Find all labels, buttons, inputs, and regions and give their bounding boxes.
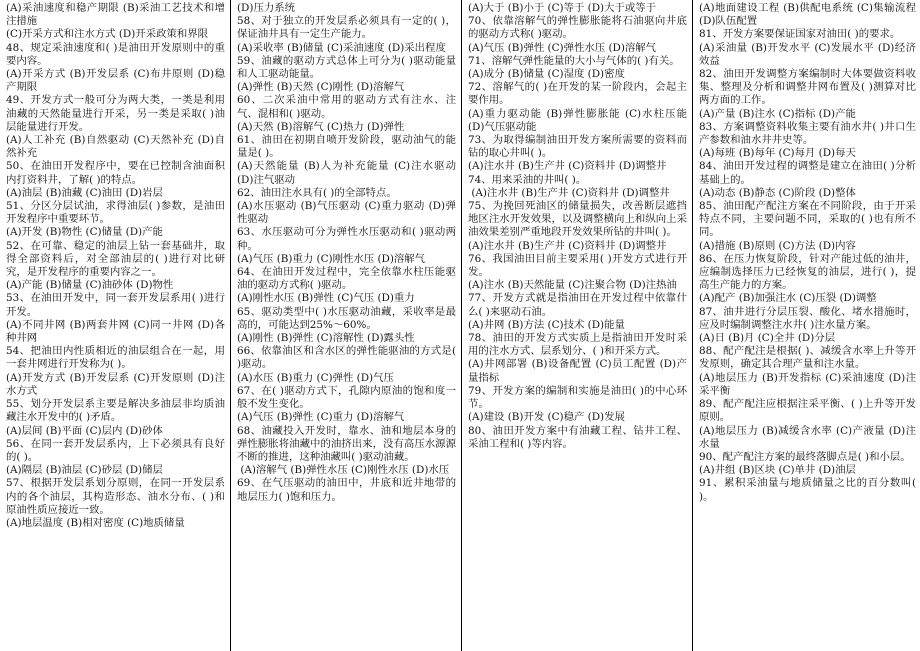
question-text-line: (C)开采方式和注水方式 (D)开采政策和界限 [6, 28, 209, 41]
question-text-line: (A)每班 (B)每年 (C)每月 (D)每天 [699, 147, 856, 160]
question-text-line: (A)井组 (B)区块 (C)单井 (D)油层 [699, 464, 856, 477]
question-text-line: (A)注水井 (B)生产井 (C)资料井 (D)调整井 [468, 186, 670, 199]
question-text-line: (A)层间 (B)平面 (C)层内 (D)砂体 [6, 424, 163, 437]
question-text-line: 75、为挽回死油区的储量损失，改善断层遮挡地区注水开发效果，以及调整横向上和纵向上采油效果差别严重地段开发效果所钻的井叫( )。 [468, 200, 687, 239]
question-text-line: 72、溶解气的( )在开发的某一阶段内，会起主要作用。 [468, 81, 687, 107]
question-text-line: 73、为取得编制油田开发方案所需要的资料而钻的取心井叫( )。 [468, 134, 687, 160]
question-text-line: (A)气压 (B)弹性 (C)重力 (D)溶解气 [237, 411, 405, 424]
question-text-line: (A)开发 (B)物性 (C)储量 (D)产能 [6, 226, 163, 239]
question-text-line: 77、开发方式就是指油田在开发过程中依靠什么( )来驱动石油。 [468, 292, 687, 318]
question-text-line: (A)地层压力 (B)减缓含水率 (C)产液量 (D)注水量 [699, 424, 916, 450]
question-text-line: 63、水压驱动可分为弹性水压驱动和( )驱动两种。 [237, 226, 456, 252]
question-text-line: 84、油田开发过程的调整是建立在油田( )分析基础上的。 [699, 160, 916, 186]
question-text-line: (A)天然 (B)溶解气 (C)热力 (D)弹性 [237, 120, 405, 133]
question-text-line: (A)地层压力 (B)开发指标 (C)采油速度 (D)注采平衡 [699, 371, 916, 397]
question-text-line: (A)刚性水压 (B)弹性 (C)气压 (D)重力 [237, 292, 415, 305]
question-text-line: 67、在( )驱动方式下，孔隙内原油的饱和度一般不发生变化。 [237, 384, 456, 411]
question-text-line: 86、在压力恢复阶段，针对产能过低的油井，应编制选择压力已经恢复的油层，进行( )，提高生产能力的方案。 [699, 252, 916, 292]
question-text-line: (A)大于 (B)小于 (C)等于 (D)大于或等于 [468, 2, 657, 14]
question-text-line: 62、油田注水具有( )的全部特点。 [237, 186, 397, 199]
question-text-line: 90、配产配注方案的最终落脚点是( )和小层。 [699, 450, 911, 463]
question-text-line: 59、油藏的驱动方式总体上可分为( )驱动能量和人工驱动能量。 [237, 54, 456, 81]
question-text-line: 71、溶解气弹性能量的大小与气体的( )有关。 [468, 54, 680, 67]
question-text-line: 66、依靠油区和含水区的弹性能驱油的方式是( )驱动。 [237, 345, 460, 371]
question-text-line: 83、方案调整资料收集主要有油水井( )井口生产参数和油水井井史等。 [699, 120, 916, 147]
question-text-line: (A)日 (B)月 (C)全井 (D)分层 [699, 332, 836, 345]
column-2 [231, 0, 460, 651]
question-text-line: (A)开发方式 (B)开发层系 (C)开发原则 (D)注水方式 [6, 371, 225, 397]
question-text-line: (A)井网 (B)方法 (C)技术 (D)能量 [468, 318, 625, 331]
question-text-line: 85、油田配产配注方案在不同阶段，由于开采特点不同，主要问题不同，采取的( )也有所不同。 [699, 200, 916, 239]
column-1 [0, 0, 229, 651]
question-text-line: (A)措施 (B)原则 (C)方法 (D)内容 [699, 239, 856, 252]
question-text-line: 88、配产配注是根据( )、减缓含水率上升等开发原则，确定其合理产量和注水量。 [699, 345, 916, 371]
question-text-line: (A)不同井网 (B)两套井网 (C)同一井网 (D)各种井网 [6, 318, 225, 345]
question-text-line: (A)地层温度 (B)相对密度 (C)地质储量 [6, 516, 185, 529]
question-text-line: (A)天然能量 (B)人为补充能量 (C)注水驱动 (D)注气驱动 [237, 160, 460, 186]
question-text-line: (A)采收率 (B)储量 (C)采油速度 (D)采出程度 [237, 41, 446, 54]
question-text-line: 70、依靠溶解气的弹性膨胀能将石油驱向井底的驱动方式称( )驱动。 [468, 15, 687, 41]
column-4 [693, 0, 920, 651]
question-text-line: 91、累积采油量与地质储量之比的百分数叫( )。 [699, 477, 920, 503]
question-text-line: 58、对于独立的开发层系必须具有一定的( )，保证油井具有一定生产能力。 [237, 15, 456, 41]
question-text-line: 76、我国油田目前主要采用( )开发方式进行开发。 [468, 252, 687, 279]
column-3 [462, 0, 691, 651]
question-text-line: (A)人工补充 (B)自然驱动 (C)天然补充 (D)自然补充 [6, 134, 225, 160]
question-text-line: 65、驱动类型中( )水压驱动油藏，采收率是最高的，可能达到25%～60%。 [237, 305, 456, 331]
question-text-line: (A)隔层 (B)油层 (C)砂层 (D)储层 [6, 464, 163, 477]
question-text-line: 81、开发方案要保证国家对油田( )的要求。 [699, 28, 901, 41]
question-text-line: (A)刚性 (B)弹性 (C)溶解性 (D)露头性 [237, 332, 415, 345]
question-text-line: 53、在油田开发中，同一套开发层系用( )进行开发。 [6, 292, 225, 318]
question-text-line: (A)配产 (B)加强注水 (C)压裂 (D)调整 [699, 292, 877, 305]
question-text-line: (A)溶解气 (B)弹性水压 (C)刚性水压 (D)水压 [237, 464, 450, 477]
question-text-line: (D)压力系统 [237, 2, 296, 14]
question-text-line: (A)建设 (B)开发 (C)稳产 (D)发展 [468, 411, 625, 424]
question-text-line: 68、油藏投入开发时，靠水、油和地层本身的弹性膨胀将油藏中的油挤出来，没有高压水源源不断的推进，这种油藏叫( )驱动油藏。 [237, 424, 456, 463]
question-text-line: (A)采油速度和稳产期限 (B)采油工艺技术和增注措施 [6, 2, 225, 28]
question-text-line: (A)注水井 (B)生产井 (C)资料井 (D)调整井 [468, 160, 667, 173]
question-text-line: 87、油井进行分层压裂、酸化、堵水措施时，应及时编制调整注水井( )注水量方案。 [699, 305, 916, 331]
question-text-line: 51、分区分层试油，求得油层( )参数，是油田开发程序中重要环节。 [6, 200, 225, 226]
question-text-line: (A)产量 (B)注水 (C)指标 (D)产能 [699, 107, 856, 120]
question-text-line: (A)水压驱动 (B)气压驱动 (C)重力驱动 (D)弹性驱动 [237, 200, 456, 226]
question-text-line: 50、在油田开发程序中，要在已控制含油面积内打资料井，了解( )的特点。 [6, 160, 225, 186]
question-text-line: (A)采油量 (B)开发水平 (C)发展水平 (D)经济效益 [699, 41, 916, 67]
question-text-line: (A)井网部署 (B)设备配置 (C)员工配置 (D)产量指标 [468, 358, 687, 384]
question-text-line: 78、油田的开发方式实质上是指油田开发时采用的注水方式、层系划分、( )和开采方式。 [468, 332, 687, 358]
question-text-line: (A)注水 (B)天然能量 (C)注聚合物 (D)注热油 [468, 279, 677, 292]
question-text-line: (A)动态 (B)静态 (C)阶段 (D)整体 [699, 186, 856, 199]
question-text-line: (A)开采方式 (B)开发层系 (C)布井原则 (D)稳产期限 [6, 68, 225, 94]
question-text-line: 61、油田在初期自喷开发阶段，驱动油气的能量是( )。 [237, 134, 456, 160]
question-text-line: 55、划分开发层系主要是解决多油层非均质油藏注水开发中的( )矛盾。 [6, 398, 225, 424]
question-text-line: (A)产能 (B)储量 (C)油砂体 (D)物性 [6, 279, 174, 292]
question-text-line: (A)气压 (B)弹性 (C)弹性水压 (D)溶解气 [468, 41, 657, 54]
question-text-line: (A)重力驱动能 (B)弹性膨胀能 (C)水柱压能 (D)气压驱动能 [468, 107, 691, 133]
question-text-line: 48、规定采油速度和( )是油田开发原则中的重要内容。 [6, 41, 225, 67]
question-text-line: 60、二次采油中常用的驱动方式有注水、注气、混相和( )驱动。 [237, 94, 456, 120]
question-text-line: (A)地面建设工程 (B)供配电系统 (C)集输流程 (D)队伍配置 [699, 2, 920, 28]
question-text-line: 69、在气压驱动的油田中，井底和近井地带的地层压力( )饱和压力。 [237, 477, 456, 503]
question-text-line: 49、开发方式一般可分为两大类，一类是利用油藏的天然能量进行开采，另一类是采取( )油层能量进行开发。 [6, 94, 225, 133]
question-text-line: 56、在同一套开发层系内，上下必须具有良好的( )。 [6, 437, 225, 463]
question-text-line: (A)弹性 (B)天然 (C)刚性 (D)溶解气 [237, 81, 405, 94]
question-text-line: 54、把油田内性质相近的油层组合在一起，用一套井网进行开发称为( )。 [6, 345, 225, 371]
question-text-line: (A)注水井 (B)生产井 (C)资料井 (D)调整井 [468, 239, 667, 252]
question-text-line: (A)水压 (B)重力 (C)弹性 (D)气压 [237, 371, 394, 384]
question-text-line: 52、在可靠、稳定的油层上钻一套基础井，取得全部资料后，对全部油层的( )进行对比研究，是开发程序的重要内容之一。 [6, 239, 225, 279]
question-text-line: 57、根据开发层系划分原则，在同一开发层系内的各个油层，其构造形态、油水分布、( )和原油性质应接近一致。 [6, 477, 225, 516]
question-text-line: 89、配产配注应根据注采平衡、( )上升等开发原则。 [699, 398, 916, 424]
question-text-line: 82、油田开发调整方案编制时大体要做资料收集、整理及分析和调整井网布置及( )测算对比两方面的工作。 [699, 68, 916, 107]
question-text-line: 64、在油田开发过程中，完全依靠水柱压能驱油的驱动方式称( )驱动。 [237, 266, 456, 292]
question-text-line: 79、开发方案的编制和实施是油田( )的中心环节。 [468, 384, 687, 411]
question-text-line: 80、油田开发方案中有油藏工程、钻井工程、采油工程和( )等内容。 [468, 424, 687, 450]
question-text-line: 74、用来采油的井叫( )。 [468, 173, 587, 186]
question-text-line: (A)成分 (B)储量 (C)湿度 (D)密度 [468, 68, 625, 81]
question-text-line: (A)气压 (B)重力 (C)刚性水压 (D)溶解气 [237, 252, 426, 265]
question-text-line: (A)油层 (B)油藏 (C)油田 (D)岩层 [6, 186, 163, 199]
